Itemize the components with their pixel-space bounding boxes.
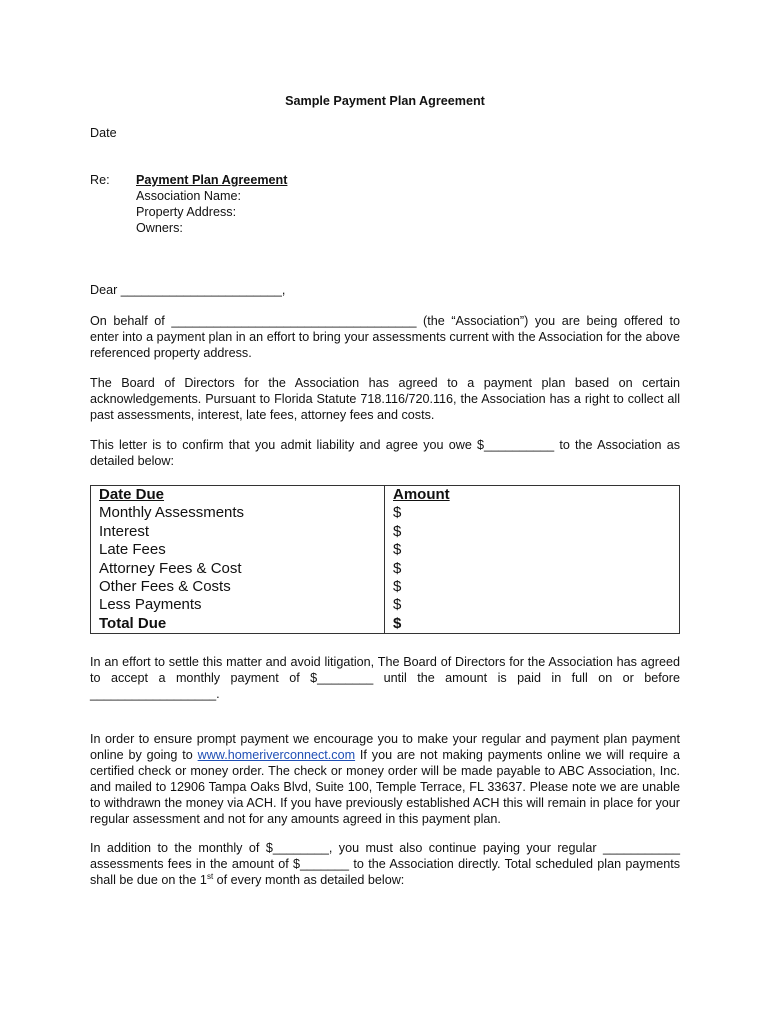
table-row-label: Attorney Fees & Cost (99, 559, 242, 577)
table-row-amount: $ (393, 577, 402, 595)
re-subject: Payment Plan Agreement (136, 173, 288, 187)
paragraph-offer: On behalf of ___________________________________ (the “Association”) you are being offered to enter into a payment plan in an effort to bring your assessments current with the Association for the above referenced property address. (90, 314, 680, 360)
property-address-line: Property Address: (136, 205, 237, 219)
payment-text-end: If you are not making payments online we will require a certified check or money order. The check or money order will be made payable to ABC Association, Inc. and mailed to 12906 Tampa Oaks Blvd, Suite 100, Temple Terrace, FL 33637. Please note we are unable to withdrawn the money via ACH. If you have previously established ACH this will remain in place for your regular assessment and not for any amounts agreed in this payment plan. (90, 748, 680, 826)
paragraph-liability: This letter is to confirm that you admit liability and agree you owe $__________ to the Association as detailed below: (90, 438, 680, 468)
paragraph-settlement: In an effort to settle this matter and avoid litigation, The Board of Directors for the Association has agreed to accept a monthly payment of $________ until the amount is paid in full on or before __________________. (90, 655, 680, 701)
table-body-row (91, 486, 680, 634)
ordinal-suffix: st (206, 871, 214, 881)
table-row-amount: $ (393, 522, 402, 540)
date-label: Date (90, 126, 117, 140)
paragraph-board-agreement: The Board of Directors for the Association has agreed to a payment plan based on certain acknowledgements. Pursuant to Florida Statute 718.116/720.116, the Association has a right to collect all past assessments, interest, late fees, attorney fees and costs. (90, 376, 680, 422)
table-row-amount: $ (393, 596, 402, 614)
association-name-line: Association Name: (136, 189, 241, 203)
fees-table (90, 485, 680, 634)
table-total-label: Total Due (99, 614, 167, 632)
table-row-amount: $ (393, 504, 402, 522)
payment-text-start: In order to ensure prompt payment we encourage you to make your regular and payment plan payment online by going to (90, 732, 680, 762)
document-title: Sample Payment Plan Agreement (285, 94, 485, 108)
table-row-label: Late Fees (99, 541, 166, 559)
table-labels-cell (91, 486, 385, 634)
table-row-label: Other Fees & Costs (99, 577, 231, 595)
paragraph-regular-assessments (90, 840, 680, 888)
table-amounts-cell (385, 486, 680, 634)
re-block (136, 172, 287, 236)
table-header-amount: Amount (393, 486, 450, 503)
assessment-text-start: In addition to the monthly of $________, you must also continue paying your regular ___________ assessments fees in the amount of $_______ to the Association directly. Total scheduled plan payments shall be due on the 1 (90, 841, 680, 887)
table-row-amount: $ (393, 559, 402, 577)
table-header-date-due: Date Due (99, 486, 165, 503)
assessment-text-end: of every month as detailed below: (213, 873, 405, 887)
homeriverconnect-link[interactable]: www.homeriverconnect.com (197, 748, 356, 762)
paragraph-payment-instructions (90, 731, 680, 827)
table-row-label: Monthly Assessments (99, 504, 245, 522)
salutation: Dear _______________________, (90, 283, 286, 297)
owners-line: Owners: (136, 221, 183, 235)
table-row-label: Interest (99, 522, 150, 540)
table-row-label: Less Payments (99, 596, 202, 614)
table-total-amount: $ (393, 614, 402, 632)
table-row-amount: $ (393, 541, 402, 559)
re-label: Re: (90, 173, 110, 187)
